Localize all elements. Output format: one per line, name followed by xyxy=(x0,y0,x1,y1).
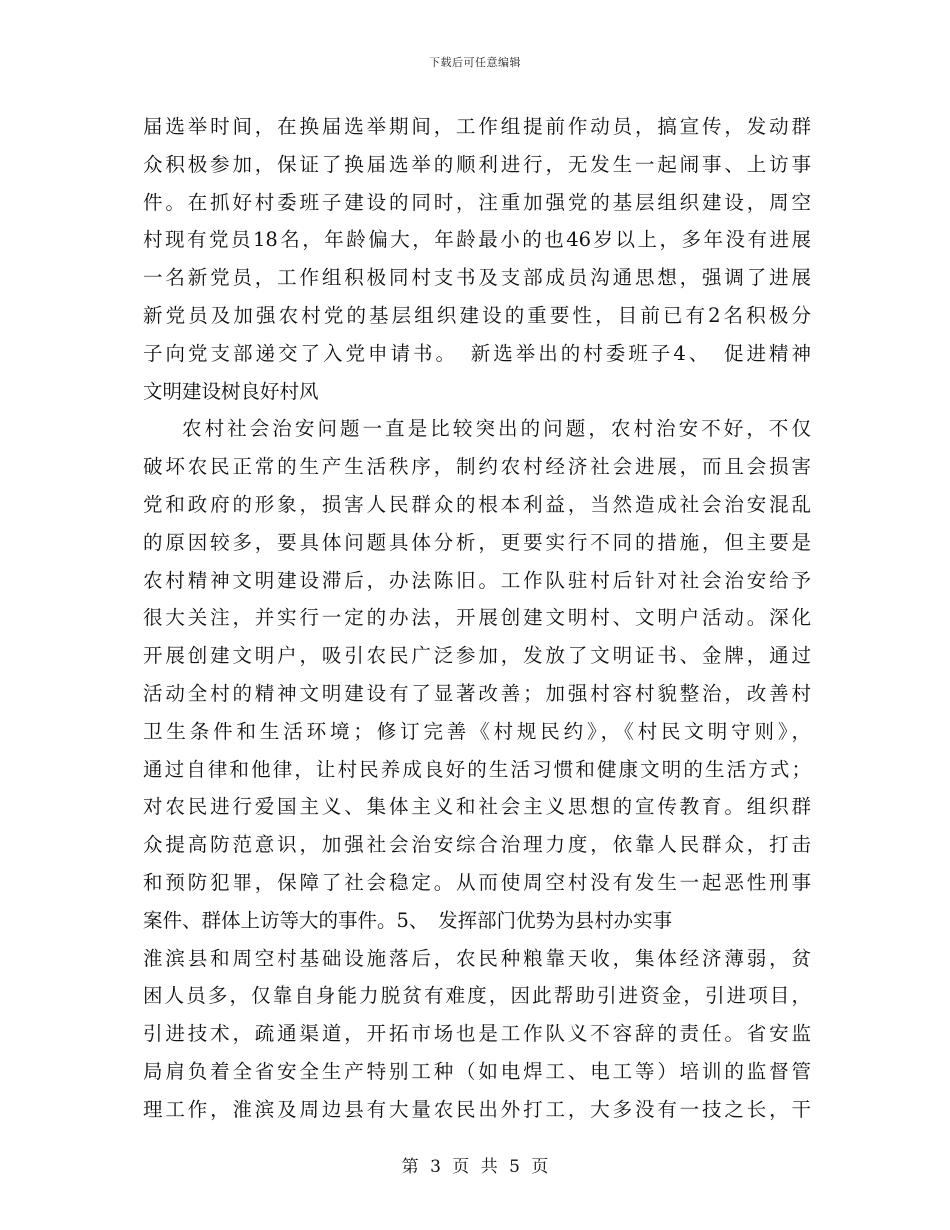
body-line: 的原因较多，要具体问题具体分析，更要实行不同的措施，但主要是 xyxy=(143,530,811,554)
body-line: 村现有党员18名，年龄偏大，年龄最小的也46岁以上，多年没有进展 xyxy=(143,228,811,252)
body-line: 新党员及加强农村党的基层组织建设的重要性，目前已有2名积极分 xyxy=(143,303,811,327)
body-line: 件。在抓好村委班子建设的同时，注重加强党的基层组织建设，周空 xyxy=(143,190,811,214)
body-line: 淮滨县和周空村基础设施落后，农民种粮靠天收，集体经济薄弱，贫 xyxy=(143,946,811,970)
body-line: 很大关注，并实行一定的办法，开展创建文明村、文明户活动。深化 xyxy=(143,606,811,630)
body-line: 卫生条件和生活环境；修订完善《村规民约》，《村民文明守则》， xyxy=(143,719,811,743)
body-line: 破坏农民正常的生产生活秩序，制约农村经济社会进展，而且会损害 xyxy=(143,455,811,479)
body-line: 困人员多，仅靠自身能力脱贫有难度，因此帮助引进资金，引进项目， xyxy=(143,984,811,1008)
body-line: 届选举时间，在换届选举期间，工作组提前作动员，搞宣传，发动群 xyxy=(143,115,811,138)
body-line: 一名新党员，工作组积极同村支书及支部成员沟通思想，强调了进展 xyxy=(143,266,811,290)
body-line: 党和政府的形象，损害人民群众的根本利益，当然造成社会治安混乱 xyxy=(143,492,811,516)
body-line: 开展创建文明户，吸引农民广泛参加，发放了文明证书、金牌，通过 xyxy=(143,644,811,668)
body-line: 众积极参加，保证了换届选举的顺利进行，无发生一起闹事、上访事 xyxy=(143,152,811,176)
body-line: 活动全村的精神文明建设有了显著改善；加强村容村貌整治，改善村 xyxy=(143,681,811,705)
body-line: 理工作，淮滨及周边县有大量农民出外打工，大多没有一技之长，干 xyxy=(143,1097,811,1121)
body-line: 和预防犯罪，保障了社会稳定。从而使周空村没有发生一起恶性刑事 xyxy=(143,870,811,894)
document-body xyxy=(143,108,811,1129)
body-line: 子向党支部递交了入党申请书。 新选举出的村委班子4、 促进精神 xyxy=(143,341,811,365)
body-line: 对农民进行爱国主义、集体主义和社会主义思想的宣传教育。组织群 xyxy=(143,795,811,819)
body-line: 案件、群体上访等大的事件。5、 发挥部门优势为县村办实事 xyxy=(143,908,673,932)
body-line: 通过自律和他律，让村民养成良好的生活习惯和健康文明的生活方式； xyxy=(143,757,811,781)
page-number-footer: 第 3 页 共 5 页 xyxy=(401,1157,549,1177)
body-line: 农村精神文明建设滞后，办法陈旧。工作队驻村后针对社会治安给予 xyxy=(143,568,811,592)
body-line: 众提高防范意识，加强社会治安综合治理力度，依靠人民群众，打击 xyxy=(143,833,811,857)
body-line: 局肩负着全省安全生产特别工种（如电焊工、电工等）培训的监督管 xyxy=(143,1059,811,1083)
body-line: 农村社会治安问题一直是比较突出的问题，农村治安不好，不仅 xyxy=(182,417,811,441)
page-header: 下载后可任意编辑 xyxy=(429,56,521,69)
body-line: 引进技术，疏通渠道，开拓市场也是工作队义不容辞的责任。省安监 xyxy=(143,1022,811,1046)
body-line: 文明建设树良好村风 xyxy=(143,379,319,403)
